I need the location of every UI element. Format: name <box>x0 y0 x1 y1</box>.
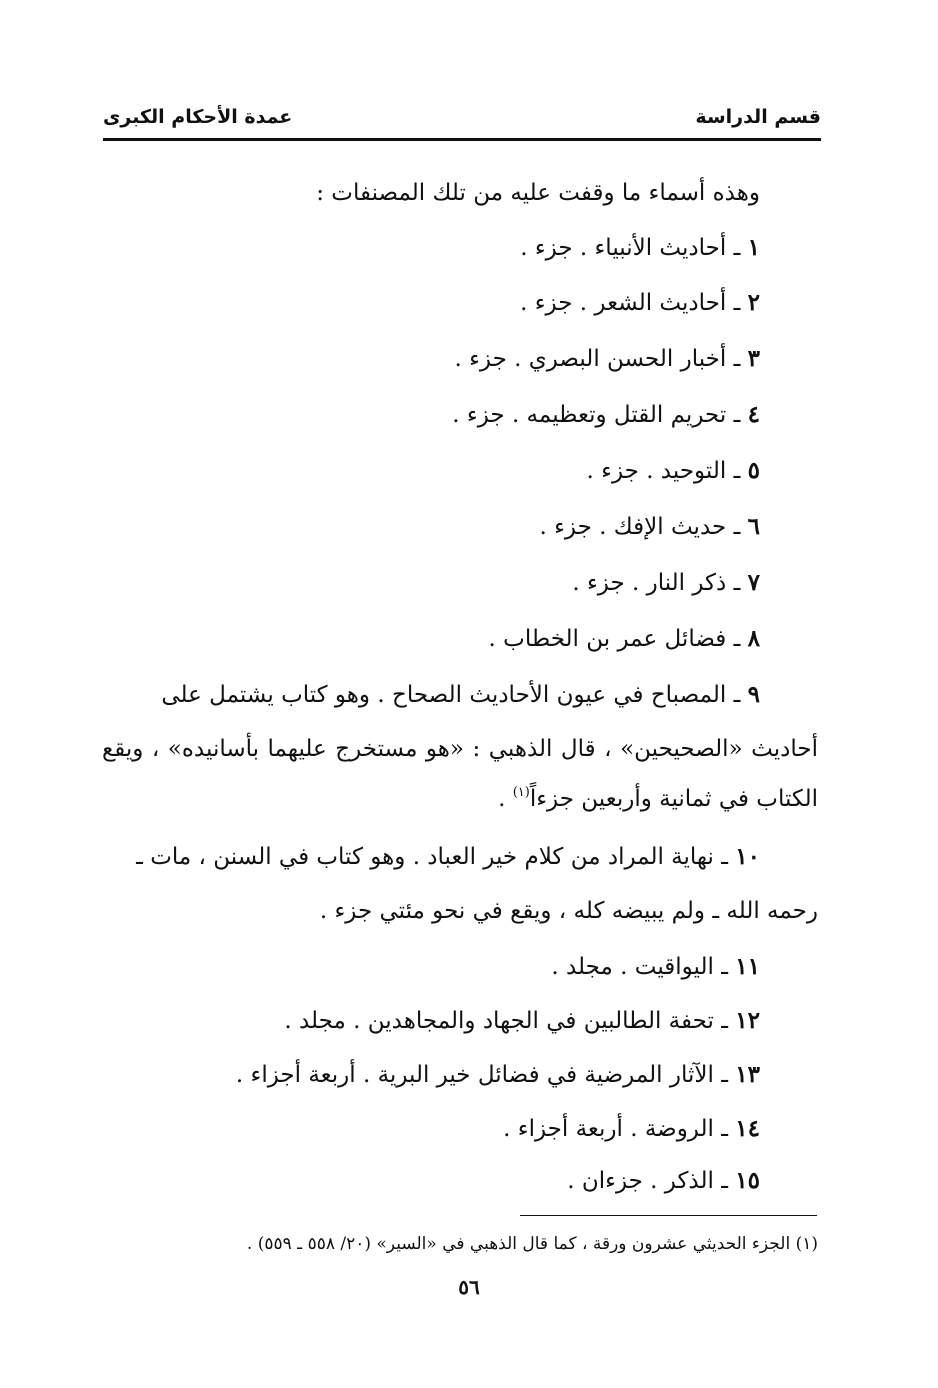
item-text: فضائل عمر بن الخطاب . <box>488 626 727 652</box>
footnote-reference: (١) <box>512 785 530 800</box>
list-item-9-line-3 <box>498 784 818 818</box>
list-item-15: ١٥ ـ الذكر . جزءان . <box>567 1167 760 1194</box>
item-text: الآثار المرضية في فضائل خير البرية . أربعة أجزاء . <box>235 1062 714 1088</box>
list-item-14: ١٤ ـ الروضة . أربعة أجزاء . <box>503 1115 760 1142</box>
list-item-2: ٢ ـ أحاديث الشعر . جزء . <box>520 289 760 316</box>
item-number: ١٣ <box>735 1061 760 1088</box>
list-item-10-line-1: ١٠ ـ نهاية المراد من كلام خير العباد . وهو كتاب في السنن ، مات ـ <box>136 843 760 870</box>
list-item-6: ٦ ـ حديث الإفك . جزء . <box>539 513 760 540</box>
item-number: ٥ <box>747 457 760 484</box>
item-number: ١٢ <box>735 1007 760 1034</box>
item-number: ٢ <box>747 289 760 316</box>
footnote-rule <box>520 1215 817 1216</box>
footnote: (١) الجزء الحديثي عشرون ورقة ، كما قال الذهبي في «السير» (٢٠/ ٥٥٨ ـ ٥٥٩) . <box>246 1234 818 1254</box>
book-title: عمدة الأحكام الكبرى <box>103 106 293 128</box>
list-item-13: ١٣ ـ الآثار المرضية في فضائل خير البرية . أربعة أجزاء . <box>235 1061 760 1088</box>
item-text: المصباح في عيون الأحاديث الصحاح . وهو كتاب يشتمل على <box>161 682 727 708</box>
item-number: ١٥ <box>735 1167 760 1194</box>
item-number: ١٠ <box>735 843 760 870</box>
header-rule <box>103 138 821 141</box>
item-text: الكتاب في ثمانية وأربعين جزءاً <box>529 786 818 812</box>
item-text: ذكر النار . جزء . <box>572 570 727 596</box>
item-text: التوحيد . جزء . <box>586 458 727 484</box>
item-text: تحفة الطالبين في الجهاد والمجاهدين . مجلد . <box>284 1008 714 1034</box>
item-number: ٤ <box>747 401 760 428</box>
list-item-7: ٧ ـ ذكر النار . جزء . <box>572 569 760 596</box>
list-item-11: ١١ ـ اليواقيت . مجلد . <box>551 953 760 980</box>
list-item-4: ٤ ـ تحريم القتل وتعظيمه . جزء . <box>452 401 760 428</box>
list-item-12: ١٢ ـ تحفة الطالبين في الجهاد والمجاهدين . مجلد . <box>284 1007 760 1034</box>
item-number: ١٤ <box>735 1115 760 1142</box>
item-text: أخبار الحسن البصري . جزء . <box>454 346 727 372</box>
intro-line: وهذه أسماء ما وقفت عليه من تلك المصنفات : <box>316 180 760 206</box>
item-text: نهاية المراد من كلام خير العباد . وهو كتاب في السنن ، مات ـ <box>136 844 714 870</box>
running-header <box>103 104 821 138</box>
list-item-9-line-2: أحاديث «الصحيحين» ، قال الذهبي : «هو مستخرج عليهما بأسانيده» ، ويقع <box>102 736 818 762</box>
list-item-8: ٨ ـ فضائل عمر بن الخطاب . <box>488 625 760 652</box>
page-number: ٥٦ <box>458 1275 480 1299</box>
item-text: أحاديث الأنبياء . جزء . <box>520 235 727 261</box>
item-number: ٩ <box>747 681 760 708</box>
list-item-5: ٥ ـ التوحيد . جزء . <box>586 457 760 484</box>
item-text-end: . <box>498 786 513 812</box>
item-number: ١ <box>747 234 760 261</box>
list-item-3: ٣ ـ أخبار الحسن البصري . جزء . <box>454 345 760 372</box>
item-number: ٧ <box>747 569 760 596</box>
item-text: الذكر . جزءان . <box>567 1168 714 1194</box>
item-text: أحاديث الشعر . جزء . <box>520 290 727 316</box>
item-number: ٣ <box>747 345 760 372</box>
item-number: ٨ <box>747 625 760 652</box>
item-text: اليواقيت . مجلد . <box>551 954 714 980</box>
item-number: ٦ <box>747 513 760 540</box>
section-title: قسم الدراسة <box>695 106 821 128</box>
item-text: الروضة . أربعة أجزاء . <box>503 1116 714 1142</box>
list-item-10-line-2: رحمه الله ـ ولم يبيضه كله ، ويقع في نحو مئتي جزء . <box>319 898 818 924</box>
list-item-9-line-1: ٩ ـ المصباح في عيون الأحاديث الصحاح . وهو كتاب يشتمل على <box>161 681 760 708</box>
item-text: حديث الإفك . جزء . <box>539 514 727 540</box>
list-item-1: ١ ـ أحاديث الأنبياء . جزء . <box>520 234 760 261</box>
item-text: تحريم القتل وتعظيمه . جزء . <box>452 402 727 428</box>
item-number: ١١ <box>735 953 760 980</box>
